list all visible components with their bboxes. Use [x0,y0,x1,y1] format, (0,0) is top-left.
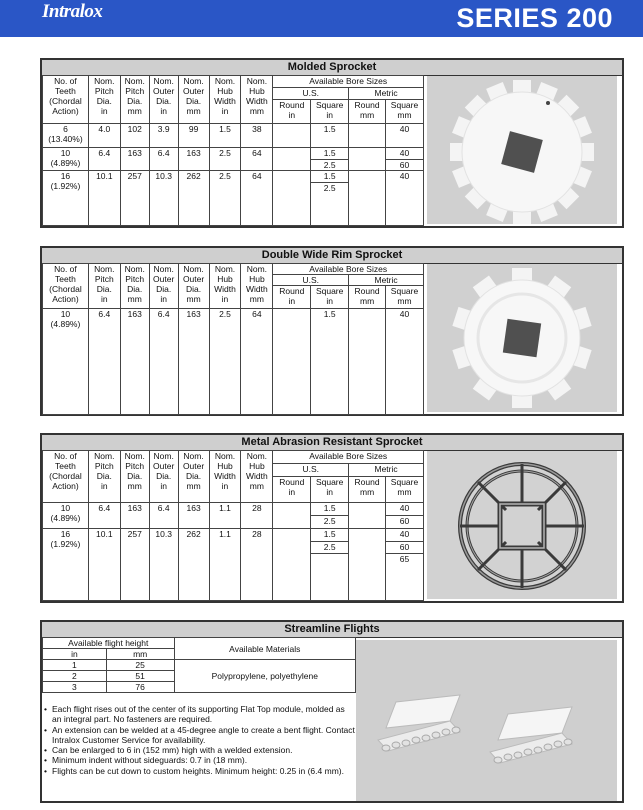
head-round-mm: Round mm [349,476,386,503]
cell-hub-mm: 38 [241,124,273,148]
cell-hub-in: 1.5 [209,124,241,148]
flight-height-table [42,637,356,693]
list-item: • Minimum indent without sideguards: 0.7 in (18 mm). [44,755,356,765]
table-row [43,147,424,159]
cell-outer-mm: 99 [178,124,209,148]
section-title: Molded Sprocket [42,60,622,76]
cell-round-mm [349,147,386,171]
head-square-in: Square in [311,476,349,503]
head-square-mm: Square mm [386,286,424,309]
cell-teeth: 16 (1.92%) [43,528,89,600]
cell-square-mm: 65 [386,554,424,601]
cell-outer-in: 6.4 [149,309,178,415]
cell-teeth: 16 (1.92%) [43,171,89,226]
cell-square-in: 2.5 [311,159,349,171]
table-row [43,309,424,415]
double-wide-sprocket-photo [427,264,617,412]
streamline-flights-photo [356,640,617,801]
head-outer-in: Nom. Outer Dia. in [149,264,178,309]
head-teeth: No. of Teeth (Chordal Action) [43,451,89,503]
streamline-flights-section [40,620,624,803]
head-round-in: Round in [273,476,311,503]
head-square-mm: Square mm [386,99,424,124]
cell-materials: Polypropylene, polyethylene [174,660,355,693]
cell-pitch-mm: 257 [120,528,149,600]
section-title: Metal Abrasion Resistant Sprocket [42,435,622,451]
head-flight-height: Available flight height [43,638,175,649]
head-outer-in: Nom. Outer Dia. in [149,451,178,503]
cell-pitch-mm: 257 [120,171,149,226]
cell-hub-mm: 64 [241,147,273,171]
head-bore-sizes: Available Bore Sizes [273,76,424,88]
head-bore-sizes: Available Bore Sizes [273,264,424,275]
cell-square-in: 2.5 [311,516,349,529]
cell-pitch-in: 10.1 [88,528,120,600]
cell-outer-mm: 262 [178,528,209,600]
head-hub-in: Nom. Hub Width in [209,264,241,309]
head-metric: Metric [349,275,424,286]
cell-round-mm [349,309,386,415]
head-us: U.S. [273,87,349,99]
cell-hub-in: 1.1 [209,528,241,600]
cell-square-in: 1.5 [311,147,349,159]
table-row [43,660,356,671]
head-outer-mm: Nom. Outer Dia. mm [178,76,209,124]
list-item: • Can be enlarged to 6 in (152 mm) high with a welded extension. [44,745,356,755]
cell-square-in: 1.5 [311,171,349,183]
cell-outer-in: 10.3 [149,528,178,600]
cell-outer-in: 10.3 [149,171,178,226]
intralox-logo: Intralox [42,1,103,22]
cell-hub-mm: 64 [241,309,273,415]
cell-outer-mm: 163 [178,147,209,171]
molded-sprocket-photo [427,76,617,224]
cell-square-mm: 60 [386,541,424,554]
flight-notes-list [44,704,356,776]
head-hub-in: Nom. Hub Width in [209,451,241,503]
cell-hub-in: 1.1 [209,503,241,529]
cell-hub-in: 2.5 [209,309,241,415]
head-teeth: No. of Teeth (Chordal Action) [43,264,89,309]
cell-round-mm [349,528,386,600]
cell-hub-mm: 28 [241,503,273,529]
molded-spec-table [42,75,424,226]
cell-pitch-in: 4.0 [88,124,120,148]
cell-round-in [273,309,311,415]
cell-pitch-in: 6.4 [88,147,120,171]
table-row [43,124,424,148]
head-metric: Metric [349,87,424,99]
cell-square-in [311,554,349,601]
cell-round-in [273,503,311,529]
head-bore-sizes: Available Bore Sizes [273,451,424,464]
cell-height-in: 2 [43,671,107,682]
head-in: in [43,649,107,660]
metal-spec-table [42,450,424,601]
metal-sprocket-photo [427,451,617,599]
cell-height-in: 1 [43,660,107,671]
cell-pitch-mm: 102 [120,124,149,148]
cell-outer-in: 6.4 [149,147,178,171]
head-pitch-mm: Nom. Pitch Dia. mm [120,264,149,309]
head-round-in: Round in [273,286,311,309]
head-pitch-mm: Nom. Pitch Dia. mm [120,76,149,124]
head-us: U.S. [273,463,349,476]
cell-square-in: 1.5 [311,503,349,516]
cell-pitch-in: 6.4 [88,503,120,529]
cell-square-in: 2.5 [311,183,349,226]
head-pitch-in: Nom. Pitch Dia. in [88,451,120,503]
cell-square-mm: 40 [386,309,424,415]
table-row [43,503,424,516]
head-pitch-mm: Nom. Pitch Dia. mm [120,451,149,503]
head-hub-in: Nom. Hub Width in [209,76,241,124]
head-pitch-in: Nom. Pitch Dia. in [88,76,120,124]
head-hub-mm: Nom. Hub Width mm [241,451,273,503]
head-us: U.S. [273,275,349,286]
cell-height-in: 3 [43,682,107,693]
cell-height-mm: 25 [106,660,174,671]
double-wide-rim-section [40,246,624,416]
list-item: • Flights can be cut down to custom heights. Minimum height: 0.25 in (6.4 mm). [44,766,356,776]
head-round-in: Round in [273,99,311,124]
cell-height-mm: 76 [106,682,174,693]
header-banner [0,0,643,37]
cell-pitch-in: 10.1 [88,171,120,226]
cell-outer-mm: 163 [178,309,209,415]
cell-round-mm [349,171,386,226]
cell-round-in [273,147,311,171]
cell-outer-mm: 163 [178,503,209,529]
head-square-in: Square in [311,286,349,309]
cell-outer-in: 3.9 [149,124,178,148]
table-row [43,171,424,183]
list-item: • Each flight rises out of the center of its supporting Flat Top module, molded as an integral part. No fasteners are required. [44,704,356,725]
cell-square-mm: 40 [386,528,424,541]
cell-round-in [273,528,311,600]
head-pitch-in: Nom. Pitch Dia. in [88,264,120,309]
cell-square-mm: 40 [386,147,424,159]
cell-teeth: 10 (4.89%) [43,503,89,529]
head-outer-mm: Nom. Outer Dia. mm [178,451,209,503]
cell-square-in: 1.5 [311,124,349,148]
head-hub-mm: Nom. Hub Width mm [241,76,273,124]
head-round-mm: Round mm [349,286,386,309]
cell-teeth: 10 (4.89%) [43,309,89,415]
head-mm: mm [106,649,174,660]
cell-hub-in: 2.5 [209,147,241,171]
cell-hub-mm: 28 [241,528,273,600]
head-outer-in: Nom. Outer Dia. in [149,76,178,124]
cell-teeth: 6 (13.40%) [43,124,89,148]
head-square-mm: Square mm [386,476,424,503]
section-title: Streamline Flights [42,622,622,638]
cell-square-mm: 60 [386,159,424,171]
list-item: • An extension can be welded at a 45-degree angle to create a bent flight. Contact Intralox Customer Service for availability. [44,725,356,746]
series-title: SERIES 200 [456,3,613,33]
head-square-in: Square in [311,99,349,124]
cell-round-in [273,171,311,226]
cell-pitch-mm: 163 [120,147,149,171]
cell-round-mm [349,503,386,529]
cell-round-mm [349,124,386,148]
cell-teeth: 10 (4.89%) [43,147,89,171]
cell-pitch-mm: 163 [120,309,149,415]
cell-height-mm: 51 [106,671,174,682]
section-title: Double Wide Rim Sprocket [42,248,622,264]
cell-outer-in: 6.4 [149,503,178,529]
cell-square-mm: 40 [386,503,424,516]
cell-hub-mm: 64 [241,171,273,226]
double-wide-spec-table [42,263,424,415]
cell-square-mm: 40 [386,171,424,226]
cell-square-mm: 40 [386,124,424,148]
head-materials: Available Materials [174,638,355,660]
cell-pitch-in: 6.4 [88,309,120,415]
cell-square-in: 1.5 [311,528,349,541]
cell-square-in: 1.5 [311,309,349,415]
head-round-mm: Round mm [349,99,386,124]
cell-round-in [273,124,311,148]
cell-square-in: 2.5 [311,541,349,554]
cell-outer-mm: 262 [178,171,209,226]
table-row [43,528,424,541]
cell-square-mm: 60 [386,516,424,529]
head-teeth: No. of Teeth (Chordal Action) [43,76,89,124]
cell-pitch-mm: 163 [120,503,149,529]
head-metric: Metric [349,463,424,476]
head-outer-mm: Nom. Outer Dia. mm [178,264,209,309]
cell-hub-in: 2.5 [209,171,241,226]
metal-abrasion-section [40,433,624,603]
head-hub-mm: Nom. Hub Width mm [241,264,273,309]
molded-sprocket-section [40,58,624,228]
